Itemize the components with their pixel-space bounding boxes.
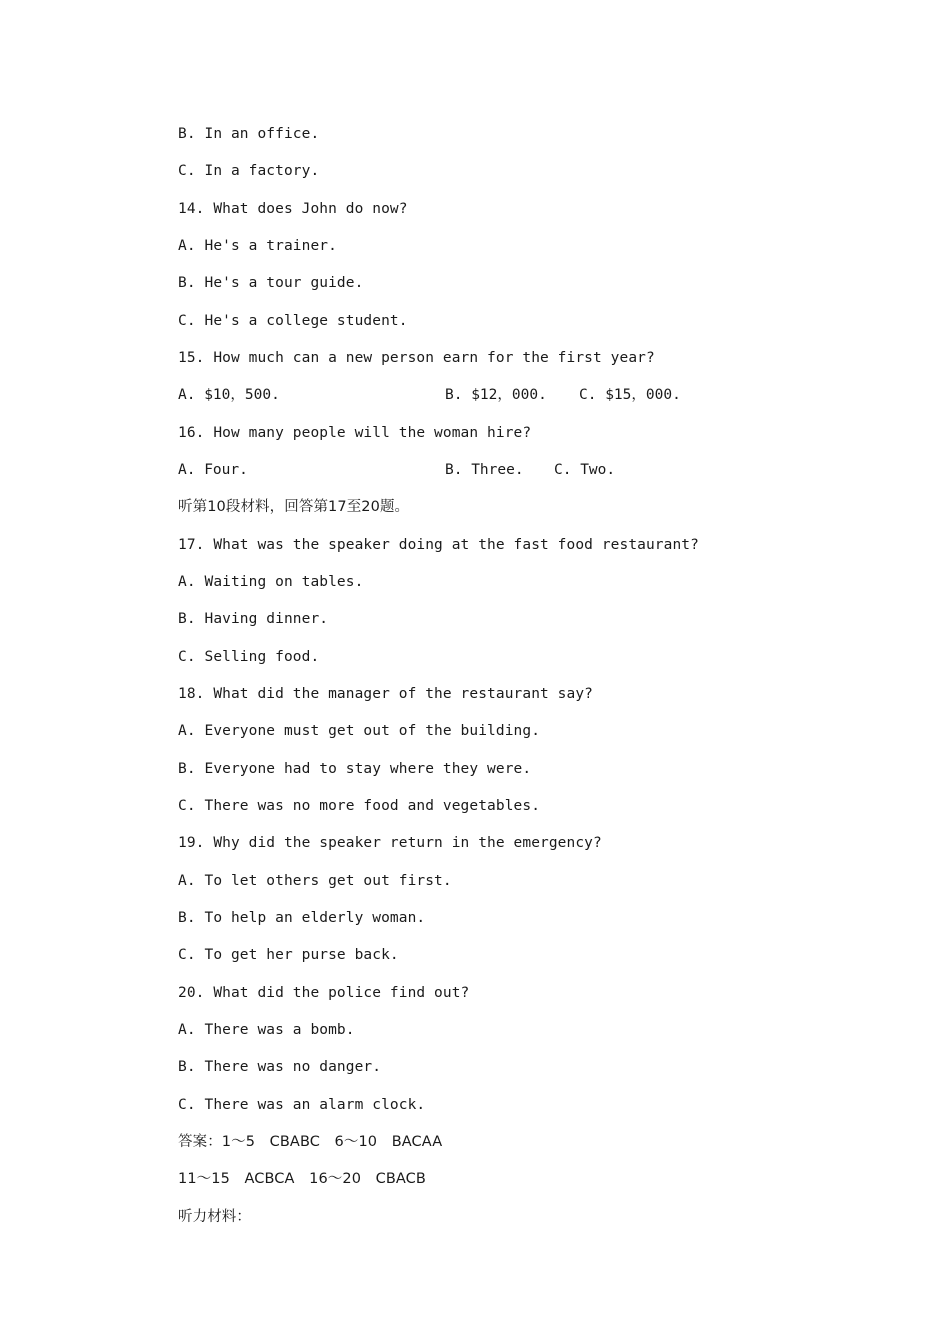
q15-option-b: B. $12，000. xyxy=(445,387,547,403)
q14-option-b: B. He's a tour guide. xyxy=(178,275,364,291)
q16-option-b: B. Three. xyxy=(445,462,524,478)
q18-option-c: C. There was no more food and vegetables. xyxy=(178,798,541,814)
q14-option-a: A. He's a trainer. xyxy=(178,238,337,254)
q17-option-b: B. Having dinner. xyxy=(178,611,329,627)
q19-option-b: B. To help an elderly woman. xyxy=(178,910,426,926)
question-17: 17. What was the speaker doing at the fast food restaurant? xyxy=(178,537,699,553)
q13-option-c: C. In a factory. xyxy=(178,163,320,179)
q15-option-c: C. $15，000. xyxy=(579,387,681,403)
question-14: 14. What does John do now? xyxy=(178,201,408,217)
q19-option-c: C. To get her purse back. xyxy=(178,947,399,963)
q18-option-a: A. Everyone must get out of the building. xyxy=(178,723,541,739)
question-16: 16. How many people will the woman hire? xyxy=(178,425,532,441)
section-10-instruction: 听第10段材料，回答第17至20题。 xyxy=(178,499,410,515)
q18-option-b: B. Everyone had to stay where they were. xyxy=(178,761,532,777)
q14-option-c: C. He's a college student. xyxy=(178,313,408,329)
question-18: 18. What did the manager of the restaurant say? xyxy=(178,686,593,702)
listening-material-heading: 听力材料： xyxy=(178,1209,251,1225)
answer-key-line-1: 答案：1～5 CBABC 6～10 BACAA xyxy=(178,1134,443,1150)
q16-option-a: A. Four. xyxy=(178,462,248,478)
q17-option-a: A. Waiting on tables. xyxy=(178,574,364,590)
answer-key-line-2: 11～15 ACBCA 16～20 CBACB xyxy=(178,1171,426,1187)
question-20: 20. What did the police find out? xyxy=(178,985,470,1001)
q20-option-a: A. There was a bomb. xyxy=(178,1022,355,1038)
q20-option-c: C. There was an alarm clock. xyxy=(178,1097,426,1113)
question-15: 15. How much can a new person earn for the first year? xyxy=(178,350,655,366)
q20-option-b: B. There was no danger. xyxy=(178,1059,382,1075)
q16-option-c: C. Two. xyxy=(554,462,616,478)
q19-option-a: A. To let others get out first. xyxy=(178,873,452,889)
q17-option-c: C. Selling food. xyxy=(178,649,320,665)
question-19: 19. Why did the speaker return in the emergency? xyxy=(178,835,602,851)
q15-option-a: A. $10，500. xyxy=(178,387,280,403)
q13-option-b: B. In an office. xyxy=(178,126,320,142)
